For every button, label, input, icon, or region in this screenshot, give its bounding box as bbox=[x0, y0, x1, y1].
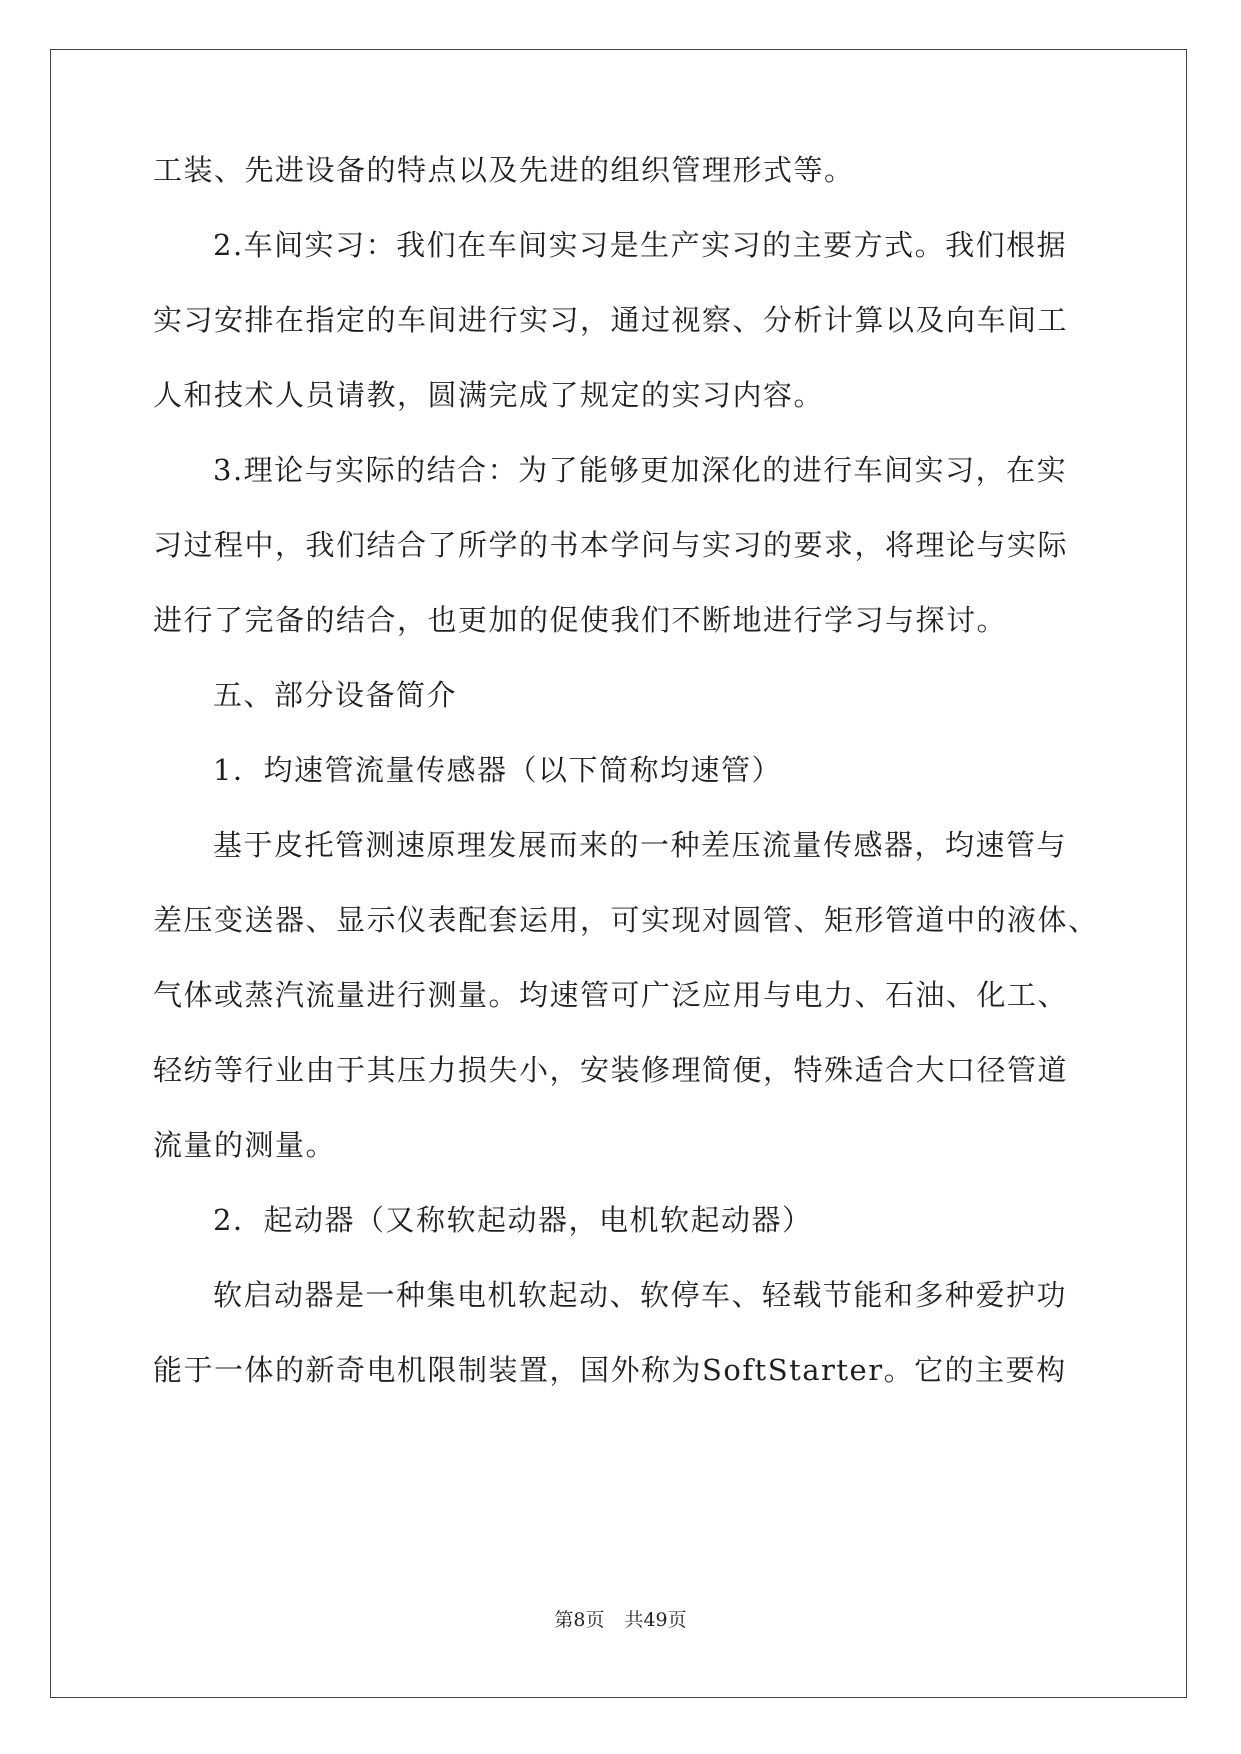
text-line: 能于一体的新奇电机限制装置，国外称为SoftStarter。它的主要构 bbox=[153, 1353, 1067, 1387]
text-line: 2.车间实习：我们在车间实习是生产实习的主要方式。我们根据 bbox=[213, 228, 1068, 262]
text-line: 基于皮托管测速原理发展而来的一种差压流量传感器，均速管与 bbox=[213, 828, 1068, 862]
text-line: 差压变送器、显示仪表配套运用，可实现对圆管、矩形管道中的液体、 bbox=[153, 903, 1099, 937]
text-line: 软启动器是一种集电机软起动、软停车、轻载节能和多种爱护功 bbox=[213, 1278, 1068, 1312]
text-line: 进行了完备的结合，也更加的促使我们不断地进行学习与探讨。 bbox=[153, 603, 1008, 637]
text-line: 气体或蒸汽流量进行测量。均速管可广泛应用与电力、石油、化工、 bbox=[153, 978, 1069, 1012]
page-number: 第8页 bbox=[554, 1609, 605, 1631]
subsection-heading: 2．起动器（又称软起动器，电机软起动器） bbox=[213, 1203, 813, 1237]
text-line: 人和技术人员请教，圆满完成了规定的实习内容。 bbox=[153, 378, 825, 412]
text-line: 轻纺等行业由于其压力损失小，安装修理简便，特殊适合大口径管道 bbox=[153, 1053, 1069, 1087]
page-border bbox=[50, 49, 1187, 1698]
section-heading: 五、部分设备简介 bbox=[213, 678, 458, 712]
text-line: 3.理论与实际的结合：为了能够更加深化的进行车间实习，在实 bbox=[213, 453, 1068, 487]
text-line: 习过程中，我们结合了所学的书本学问与实习的要求，将理论与实际 bbox=[153, 528, 1069, 562]
text-line: 实习安排在指定的车间进行实习，通过视察、分析计算以及向车间工 bbox=[153, 303, 1069, 337]
page-total: 共49页 bbox=[624, 1609, 687, 1631]
page-footer bbox=[0, 1608, 1241, 1632]
text-line: 工装、先进设备的特点以及先进的组织管理形式等。 bbox=[153, 153, 855, 187]
subsection-heading: 1．均速管流量传感器（以下简称均速管） bbox=[213, 753, 782, 787]
text-line: 流量的测量。 bbox=[153, 1128, 337, 1162]
